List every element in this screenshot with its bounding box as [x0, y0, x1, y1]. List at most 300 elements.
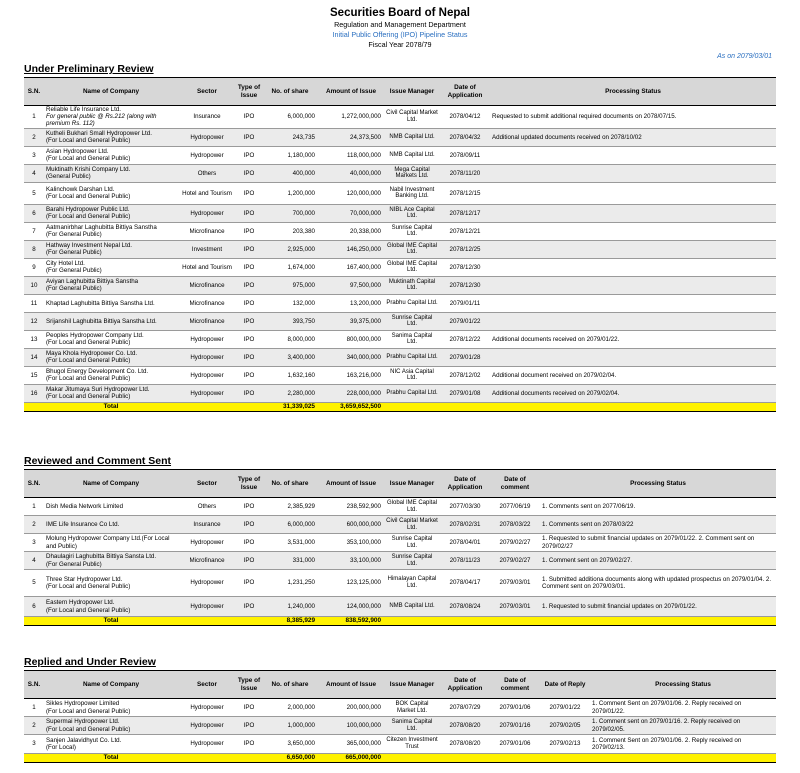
- cell-status: 1. Comments sent on 2078/03/22: [540, 516, 776, 534]
- cell-manager: Himalayan Capital Ltd.: [384, 570, 440, 597]
- cell-type: IPO: [236, 330, 262, 348]
- cell-sector: Microfinance: [178, 276, 236, 294]
- cell-status: 1. Comment sent on 2079/01/16. 2. Reply received on 2079/02/05.: [590, 717, 776, 735]
- cell-manager: Sunrise Capital Ltd.: [384, 312, 440, 330]
- cell-type: IPO: [236, 366, 262, 384]
- cell-type: IPO: [236, 498, 262, 516]
- cell-status: [490, 222, 776, 240]
- cell-app-date: 2078/11/20: [440, 164, 490, 182]
- table-header-row: [24, 78, 776, 106]
- cell-type: IPO: [236, 240, 262, 258]
- cell-company: [44, 699, 178, 717]
- cell-sector: Hydropower: [178, 348, 236, 366]
- total-shares: 31,339,025: [262, 402, 318, 411]
- cell-sector: Insurance: [178, 516, 236, 534]
- total-shares: 6,650,000: [262, 754, 318, 763]
- cell-reply-date: 2079/02/13: [540, 735, 590, 754]
- cell-app-date: 2078/12/21: [440, 222, 490, 240]
- cell-sn: 14: [24, 348, 44, 366]
- cell-sn: 5: [24, 182, 44, 204]
- cell-app-date: 2079/01/11: [440, 294, 490, 312]
- col-company: Name of Company: [44, 671, 178, 699]
- cell-status: [490, 294, 776, 312]
- cell-comment-date: 2079/01/06: [490, 735, 540, 754]
- cell-sn: 16: [24, 384, 44, 402]
- col-manager: Issue Manager: [384, 671, 440, 699]
- company-note: (For General Public): [46, 249, 102, 257]
- total-label: Total: [44, 617, 178, 626]
- cell-sn: 5: [24, 570, 44, 597]
- company-note: (For Local and General Public): [46, 213, 131, 221]
- cell-type: IPO: [236, 570, 262, 597]
- cell-app-date: 2078/07/29: [440, 699, 490, 717]
- col-sector: Sector: [178, 671, 236, 699]
- company-note: (For General Public): [46, 231, 102, 239]
- cell-manager: Prabhu Capital Ltd.: [384, 348, 440, 366]
- cell-shares: 132,000: [262, 294, 318, 312]
- cell-company: [44, 312, 178, 330]
- cell-sn: 1: [24, 106, 44, 129]
- table-row: [24, 735, 776, 754]
- cell-shares: 2,000,000: [262, 699, 318, 717]
- col-company: Name of Company: [44, 78, 178, 106]
- company-name: Muktinath Krishi Company Ltd.: [46, 165, 131, 173]
- cell-status: [490, 204, 776, 222]
- cell-amount: 167,400,000: [318, 258, 384, 276]
- cell-type: IPO: [236, 534, 262, 552]
- cell-company: [44, 222, 178, 240]
- company-name: Kutheli Bukhari Small Hydropower Ltd.: [46, 129, 152, 137]
- preliminary-table: [24, 77, 776, 412]
- cell-company: [44, 294, 178, 312]
- cell-manager: NIBL Ace Capital Ltd.: [384, 204, 440, 222]
- table-row: [24, 717, 776, 735]
- cell-manager: Citezen Investment Trust: [384, 735, 440, 754]
- cell-manager: Sunrise Capital Ltd.: [384, 552, 440, 570]
- cell-company: [44, 552, 178, 570]
- cell-app-date: 2078/11/23: [440, 552, 490, 570]
- cell-amount: 123,125,000: [318, 570, 384, 597]
- cell-type: IPO: [236, 384, 262, 402]
- cell-amount: 340,000,000: [318, 348, 384, 366]
- department-name: Regulation and Management Department: [334, 20, 466, 29]
- cell-sn: 2: [24, 516, 44, 534]
- cell-app-date: 2078/08/20: [440, 717, 490, 735]
- company-name: Aatmanirbhar Laghubitta Bittiya Sanstha: [46, 223, 157, 231]
- col-comment-date: Date of comment: [490, 470, 540, 498]
- cell-amount: 238,592,900: [318, 498, 384, 516]
- cell-comment-date: 2079/02/27: [490, 534, 540, 552]
- cell-sector: Microfinance: [178, 312, 236, 330]
- table-row: [24, 348, 776, 366]
- company-note: (For Local and General Public): [46, 357, 131, 365]
- company-name: Eastern Hydropower Ltd.: [46, 599, 115, 607]
- cell-sector: Hydropower: [178, 204, 236, 222]
- replied-table: [24, 670, 776, 763]
- company-note: (For Local and General Public): [46, 137, 131, 145]
- company-name: Dish Media Network Limited: [46, 502, 124, 510]
- company-note: For general public @ Rs.212 (along with premium Rs. 112): [46, 113, 157, 128]
- cell-app-date: 2078/02/31: [440, 516, 490, 534]
- report-title: Securities Board of Nepal: [330, 7, 470, 19]
- table-header-row: [24, 470, 776, 498]
- section-title: Replied and Under Review: [24, 656, 156, 668]
- section-title: Under Preliminary Review: [24, 63, 154, 75]
- cell-shares: 975,000: [262, 276, 318, 294]
- cell-status: [490, 276, 776, 294]
- total-amount: 665,000,000: [318, 754, 384, 763]
- cell-app-date: 2078/09/11: [440, 146, 490, 164]
- cell-company: [44, 128, 178, 146]
- cell-amount: 100,000,000: [318, 717, 384, 735]
- table-row: [24, 366, 776, 384]
- cell-manager: Global IME Capital Ltd.: [384, 498, 440, 516]
- cell-manager: BOK Capital Market Ltd.: [384, 699, 440, 717]
- cell-shares: 2,385,929: [262, 498, 318, 516]
- company-name: Maya Khola Hydropower Co. Ltd.: [46, 349, 138, 357]
- table-header-row: [24, 671, 776, 699]
- cell-app-date: 2078/12/02: [440, 366, 490, 384]
- cell-sn: 8: [24, 240, 44, 258]
- cell-manager: Civil Capital Market Ltd.: [384, 106, 440, 129]
- cell-type: IPO: [236, 106, 262, 129]
- cell-sector: Hydropower: [178, 570, 236, 597]
- cell-status: 1. Requested to submit financial updates on 2079/01/22. 2. Comment sent on 2079/02/27: [540, 534, 776, 552]
- cell-manager: Prabhu Capital Ltd.: [384, 384, 440, 402]
- company-name: Supermai Hydropower Ltd.: [46, 718, 120, 726]
- cell-amount: 70,000,000: [318, 204, 384, 222]
- cell-shares: 331,000: [262, 552, 318, 570]
- cell-manager: Civil Capital Market Ltd.: [384, 516, 440, 534]
- cell-shares: 3,400,000: [262, 348, 318, 366]
- cell-status: 1. Submitted additiona documents along with updated prospectus on 2079/01/04. 2. Comment sent on 2079/03/01.: [540, 570, 776, 597]
- cell-manager: Sanima Capital Ltd.: [384, 330, 440, 348]
- fiscal-year: Fiscal Year 2078/79: [368, 40, 432, 49]
- section-title: Reviewed and Comment Sent: [24, 455, 172, 467]
- cell-app-date: 2078/08/20: [440, 735, 490, 754]
- cell-shares: 6,000,000: [262, 106, 318, 129]
- company-note: (For General Public): [46, 267, 102, 275]
- cell-shares: 2,925,000: [262, 240, 318, 258]
- cell-comment-date: 2079/03/01: [490, 570, 540, 597]
- cell-shares: 3,531,000: [262, 534, 318, 552]
- cell-type: IPO: [236, 597, 262, 617]
- company-note: (For General Public): [46, 285, 102, 293]
- cell-reply-date: 2079/02/05: [540, 717, 590, 735]
- cell-amount: 1,272,000,000: [318, 106, 384, 129]
- cell-company: [44, 366, 178, 384]
- cell-status: [490, 258, 776, 276]
- cell-type: IPO: [236, 204, 262, 222]
- cell-status: 1. Comment Sent on 2079/01/06. 2. Reply received on 2079/01/22.: [590, 699, 776, 717]
- cell-shares: 203,380: [262, 222, 318, 240]
- table-row: [24, 240, 776, 258]
- col-type: Type of Issue: [236, 78, 262, 106]
- company-name: Makar Jitumaya Suri Hydropower Ltd.: [46, 385, 150, 393]
- table-row: [24, 182, 776, 204]
- cell-shares: 1,180,000: [262, 146, 318, 164]
- cell-sn: 9: [24, 258, 44, 276]
- cell-sector: Hydropower: [178, 735, 236, 754]
- table-row: [24, 312, 776, 330]
- cell-sector: Hydropower: [178, 366, 236, 384]
- cell-amount: 118,000,000: [318, 146, 384, 164]
- cell-company: [44, 570, 178, 597]
- cell-manager: NMB Capital Ltd.: [384, 146, 440, 164]
- col-amount: Amount of Issue: [318, 470, 384, 498]
- col-shares: No. of share: [262, 470, 318, 498]
- cell-status: 1. Requested to submit financial updates on 2079/01/22.: [540, 597, 776, 617]
- company-name: Molung Hydropower Company Ltd.(For Local and Public): [46, 535, 170, 550]
- cell-company: [44, 498, 178, 516]
- cell-company: [44, 240, 178, 258]
- cell-type: IPO: [236, 222, 262, 240]
- cell-sn: 1: [24, 498, 44, 516]
- total-row: [24, 402, 776, 411]
- cell-sn: 6: [24, 597, 44, 617]
- col-reply-date: Date of Reply: [540, 671, 590, 699]
- cell-status: Additional documents received on 2079/01/22.: [490, 330, 776, 348]
- cell-type: IPO: [236, 717, 262, 735]
- col-manager: Issue Manager: [384, 470, 440, 498]
- company-note: (General Public): [46, 173, 91, 181]
- total-label: Total: [44, 402, 178, 411]
- cell-app-date: 2078/12/30: [440, 258, 490, 276]
- table-row: [24, 276, 776, 294]
- cell-app-date: 2078/04/01: [440, 534, 490, 552]
- cell-shares: 6,000,000: [262, 516, 318, 534]
- cell-comment-date: 2078/03/22: [490, 516, 540, 534]
- col-amount: Amount of Issue: [318, 671, 384, 699]
- cell-type: IPO: [236, 294, 262, 312]
- cell-sn: 15: [24, 366, 44, 384]
- cell-sn: 10: [24, 276, 44, 294]
- cell-sn: 11: [24, 294, 44, 312]
- cell-app-date: 2078/12/30: [440, 276, 490, 294]
- company-note: (For Local and General Public): [46, 725, 131, 733]
- table-row: [24, 597, 776, 617]
- cell-amount: 163,216,000: [318, 366, 384, 384]
- cell-type: IPO: [236, 735, 262, 754]
- company-note: (For Local and General Public): [46, 606, 131, 614]
- cell-manager: Muktinath Capital Ltd.: [384, 276, 440, 294]
- cell-shares: 8,000,000: [262, 330, 318, 348]
- col-sector: Sector: [178, 78, 236, 106]
- table-row: [24, 498, 776, 516]
- cell-shares: 1,674,000: [262, 258, 318, 276]
- company-note: (For Local and General Public): [46, 375, 131, 383]
- cell-sector: Hotel and Tourism: [178, 258, 236, 276]
- cell-company: [44, 717, 178, 735]
- cell-sector: Hydropower: [178, 534, 236, 552]
- col-status: Processing Status: [540, 470, 776, 498]
- table-row: [24, 258, 776, 276]
- cell-amount: 40,000,000: [318, 164, 384, 182]
- cell-amount: 13,200,000: [318, 294, 384, 312]
- cell-type: IPO: [236, 128, 262, 146]
- cell-sector: Hydropower: [178, 699, 236, 717]
- cell-manager: Global IME Capital Ltd.: [384, 258, 440, 276]
- cell-comment-date: 2079/02/27: [490, 552, 540, 570]
- cell-sector: Hydropower: [178, 597, 236, 617]
- cell-sector: Investment: [178, 240, 236, 258]
- cell-company: [44, 534, 178, 552]
- cell-app-date: 2079/01/08: [440, 384, 490, 402]
- total-shares: 8,385,929: [262, 617, 318, 626]
- cell-sector: Microfinance: [178, 222, 236, 240]
- cell-manager: NMB Capital Ltd.: [384, 128, 440, 146]
- cell-manager: Prabhu Capital Ltd.: [384, 294, 440, 312]
- cell-comment-date: 2079/01/06: [490, 699, 540, 717]
- company-note: (For Local): [46, 744, 76, 751]
- company-name: Bhugol Energy Development Co. Ltd.: [46, 367, 149, 375]
- cell-shares: 1,000,000: [262, 717, 318, 735]
- cell-manager: NIC Asia Capital Ltd.: [384, 366, 440, 384]
- company-note: (For Local and General Public): [46, 155, 131, 163]
- cell-sector: Hydropower: [178, 717, 236, 735]
- cell-shares: 2,280,000: [262, 384, 318, 402]
- cell-company: [44, 258, 178, 276]
- cell-manager: Sanima Capital Ltd.: [384, 717, 440, 735]
- cell-type: IPO: [236, 312, 262, 330]
- cell-company: [44, 348, 178, 366]
- cell-sector: Microfinance: [178, 294, 236, 312]
- as-on-date: As on 2079/03/01: [717, 53, 772, 60]
- col-amount: Amount of Issue: [318, 78, 384, 106]
- cell-type: IPO: [236, 516, 262, 534]
- col-shares: No. of share: [262, 671, 318, 699]
- cell-app-date: 2078/04/12: [440, 106, 490, 129]
- col-status: Processing Status: [490, 78, 776, 106]
- table-row: [24, 552, 776, 570]
- company-name: Aviyan Laghubitta Bittiya Sanstha: [46, 277, 139, 285]
- col-sector: Sector: [178, 470, 236, 498]
- company-note: (For Local and General Public): [46, 707, 131, 715]
- cell-amount: 200,000,000: [318, 699, 384, 717]
- cell-company: [44, 330, 178, 348]
- cell-type: IPO: [236, 552, 262, 570]
- cell-company: [44, 384, 178, 402]
- report-name: Initial Public Offering (IPO) Pipeline Status: [332, 30, 468, 39]
- cell-company: [44, 276, 178, 294]
- section-preliminary: [24, 63, 776, 412]
- cell-amount: 39,375,000: [318, 312, 384, 330]
- cell-app-date: 2079/01/22: [440, 312, 490, 330]
- company-note: (For Local and General Public): [46, 193, 131, 201]
- company-note: (For Local and General Public): [46, 393, 131, 401]
- cell-manager: Sunrise Capital Ltd.: [384, 222, 440, 240]
- company-name: Barahi Hydropower Public Ltd.: [46, 205, 130, 213]
- table-row: [24, 146, 776, 164]
- company-name: Srijanshil Laghubitta Bittiya Sanstha Ltd.: [46, 317, 157, 325]
- cell-shares: 1,632,160: [262, 366, 318, 384]
- total-row: [24, 617, 776, 626]
- cell-status: Requested to submit additional required documents on 2078/07/15.: [490, 106, 776, 129]
- col-shares: No. of share: [262, 78, 318, 106]
- company-name: Khaptad Laghubitta Bittiya Sanstha Ltd.: [46, 299, 155, 307]
- col-app-date: Date of Application: [440, 78, 490, 106]
- total-amount: 3,659,652,500: [318, 402, 384, 411]
- section-reviewed: [24, 455, 776, 626]
- cell-amount: 228,000,000: [318, 384, 384, 402]
- cell-app-date: 2078/12/17: [440, 204, 490, 222]
- cell-type: IPO: [236, 348, 262, 366]
- table-row: [24, 570, 776, 597]
- cell-amount: 124,000,000: [318, 597, 384, 617]
- cell-type: IPO: [236, 258, 262, 276]
- cell-manager: Sunrise Capital Ltd.: [384, 534, 440, 552]
- table-row: [24, 516, 776, 534]
- cell-type: IPO: [236, 146, 262, 164]
- cell-amount: 33,100,000: [318, 552, 384, 570]
- cell-status: [490, 146, 776, 164]
- company-name: Dhaulagiri Laghubitta Bittiya Sansta Ltd.: [46, 553, 157, 561]
- table-row: [24, 128, 776, 146]
- cell-sn: 3: [24, 146, 44, 164]
- cell-shares: 1,231,250: [262, 570, 318, 597]
- cell-sn: 2: [24, 128, 44, 146]
- cell-sn: 3: [24, 534, 44, 552]
- cell-reply-date: 2079/01/22: [540, 699, 590, 717]
- table-row: [24, 204, 776, 222]
- cell-manager: NMB Capital Ltd.: [384, 597, 440, 617]
- cell-sn: 2: [24, 717, 44, 735]
- cell-shares: 393,750: [262, 312, 318, 330]
- cell-sn: 13: [24, 330, 44, 348]
- cell-type: IPO: [236, 182, 262, 204]
- table-row: [24, 294, 776, 312]
- cell-app-date: 2078/08/24: [440, 597, 490, 617]
- table-row: [24, 384, 776, 402]
- company-name: Peoples Hydropower Company Ltd.: [46, 331, 144, 339]
- table-row: [24, 222, 776, 240]
- col-manager: Issue Manager: [384, 78, 440, 106]
- cell-sn: 4: [24, 164, 44, 182]
- cell-type: IPO: [236, 164, 262, 182]
- cell-status: [490, 164, 776, 182]
- cell-company: [44, 204, 178, 222]
- cell-company: [44, 597, 178, 617]
- company-name: Kalinchowk Darshan Ltd.: [46, 185, 115, 193]
- cell-app-date: 2077/03/30: [440, 498, 490, 516]
- cell-app-date: 2078/04/17: [440, 570, 490, 597]
- cell-status: 1. Comment Sent on 2079/01/06. 2. Reply received on 2079/02/13.: [590, 735, 776, 754]
- cell-sector: Others: [178, 498, 236, 516]
- cell-sector: Insurance: [178, 106, 236, 129]
- cell-sector: Others: [178, 164, 236, 182]
- cell-status: [490, 348, 776, 366]
- total-label: Total: [44, 754, 178, 763]
- cell-shares: 700,000: [262, 204, 318, 222]
- cell-app-date: 2078/12/15: [440, 182, 490, 204]
- cell-status: [490, 240, 776, 258]
- company-name: Hathway Investment Nepal Ltd.: [46, 241, 132, 249]
- col-app-date: Date of Application: [440, 470, 490, 498]
- company-name: Three Star Hydropower Ltd.: [46, 575, 123, 583]
- cell-amount: 120,000,000: [318, 182, 384, 204]
- cell-amount: 97,500,000: [318, 276, 384, 294]
- cell-manager: Mega Capital Markets Ltd.: [384, 164, 440, 182]
- cell-comment-date: 2077/06/19: [490, 498, 540, 516]
- cell-manager: Nabil Investment Banking Ltd.: [384, 182, 440, 204]
- cell-company: [44, 146, 178, 164]
- col-comment-date: Date of comment: [490, 671, 540, 699]
- table-row: [24, 330, 776, 348]
- cell-amount: 800,000,000: [318, 330, 384, 348]
- col-sn: S.N.: [24, 671, 44, 699]
- col-type: Type of Issue: [236, 671, 262, 699]
- col-status: Processing Status: [590, 671, 776, 699]
